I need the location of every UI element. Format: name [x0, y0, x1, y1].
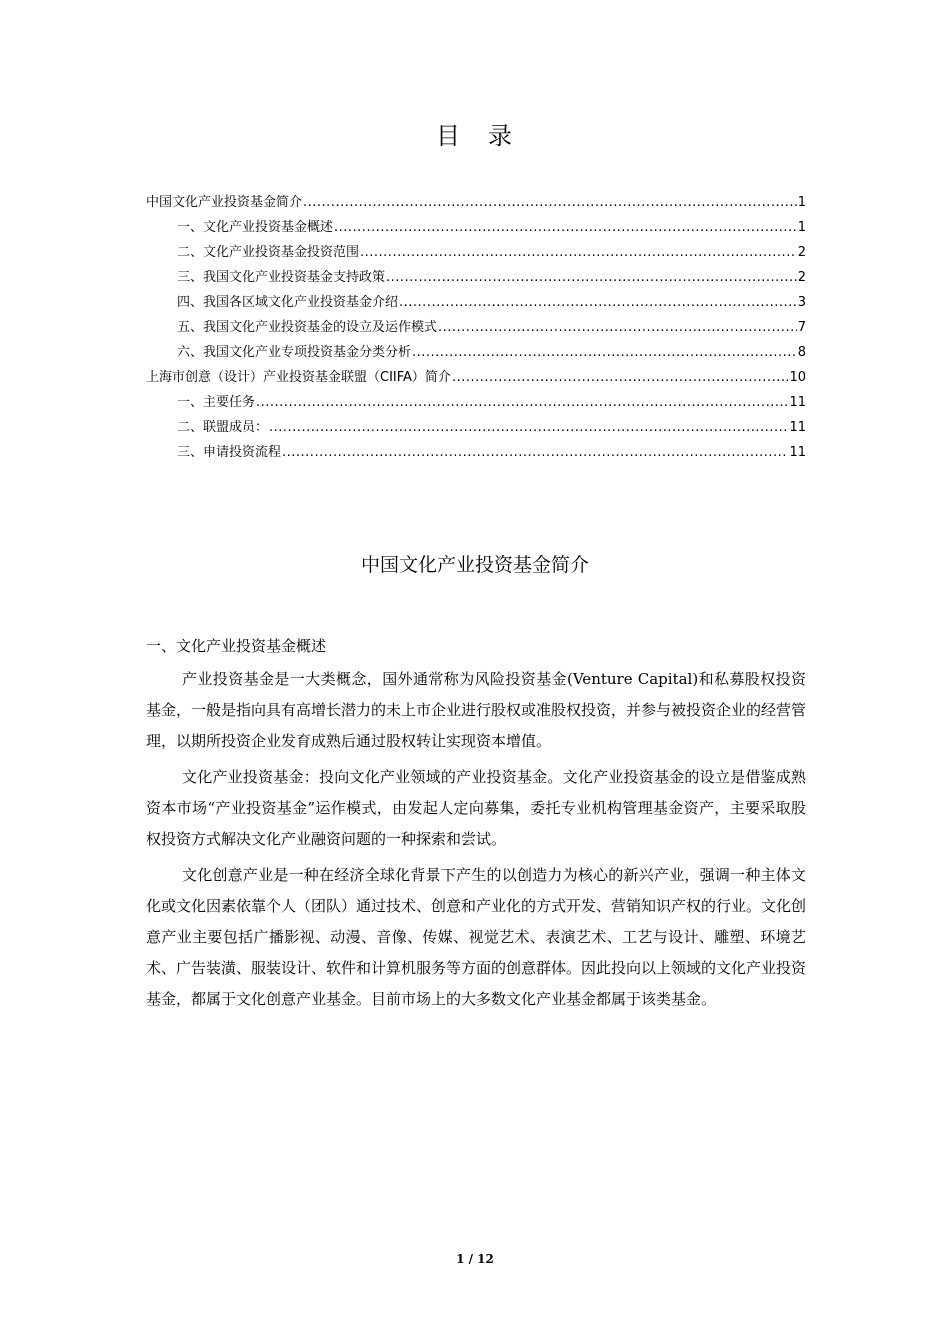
- toc-entry[interactable]: [146, 393, 806, 418]
- paragraph: 文化创意产业是一种在经济全球化背景下产生的以创造力为核心的新兴产业，强调一种主体文化或文化因素依靠个人（团队）通过技术、创意和产业化的方式开发、营销知识产权的行业。文化创意产业主要包括广播影视、动漫、音像、传媒、视觉艺术、表演艺术、工艺与设计、雕塑、环境艺术、广告装潢、服装设计、软件和计算机服务等方面的创意群体。因此投向以上领域的文化产业投资基金，都属于文化创意产业基金。目前市场上的大多数文化产业基金都属于该类基金。: [146, 866, 807, 1008]
- toc-entry[interactable]: [146, 193, 806, 218]
- toc-entry-label: 三、我国文化产业投资基金支持政策: [177, 270, 386, 285]
- toc-entry-page: 1: [797, 220, 806, 235]
- toc-leader: [256, 393, 788, 413]
- toc-entry[interactable]: [146, 368, 806, 393]
- toc-entry-page: 2: [797, 270, 806, 285]
- toc-entry[interactable]: [146, 443, 806, 468]
- toc-entry-label: 六、我国文化产业专项投资基金分类分析: [177, 345, 412, 360]
- toc-leader: [438, 318, 797, 338]
- toc-leader: [386, 268, 797, 288]
- toc-entry-label: 四、我国各区域文化产业投资基金介绍: [177, 295, 399, 310]
- toc-entry-page: 11: [789, 395, 806, 410]
- toc-entry[interactable]: [146, 343, 806, 368]
- toc-leader: [334, 218, 797, 238]
- toc-entry-page: 10: [789, 370, 806, 385]
- toc-entry-page: 11: [789, 445, 806, 460]
- toc-entry-page: 1: [797, 195, 806, 210]
- toc-entry-label: 一、主要任务: [177, 395, 256, 410]
- toc-entry[interactable]: [146, 418, 806, 443]
- paragraph: 文化产业投资基金：投向文化产业领域的产业投资基金。文化产业投资基金的设立是借鉴成熟资本市场“产业投资基金”运作模式，由发起人定向募集，委托专业机构管理基金资产，主要采取股权投资方式解决文化产业融资问题的一种探索和尝试。: [146, 768, 806, 848]
- toc-leader: [412, 343, 797, 363]
- toc-entry-page: 3: [797, 295, 806, 310]
- toc-entry-page: 8: [797, 345, 806, 360]
- toc-entry-label: 五、我国文化产业投资基金的设立及运作模式: [177, 320, 438, 335]
- toc-entry-label: 上海市创意（设计）产业投资基金联盟（CIIFA）简介: [146, 370, 451, 385]
- section-title: 中国文化产业投资基金简介: [360, 554, 589, 576]
- toc-title: 目 录: [436, 122, 514, 150]
- toc-leader: [399, 293, 797, 313]
- toc-entry-label: 中国文化产业投资基金简介: [146, 195, 303, 210]
- toc-entry-page: 7: [797, 320, 806, 335]
- toc-leader: [452, 368, 789, 388]
- toc-entry-page: 2: [797, 245, 806, 260]
- toc-entry-label: 三、申请投资流程: [177, 445, 282, 460]
- toc-entry-label: 一、文化产业投资基金概述: [177, 220, 334, 235]
- toc-entry[interactable]: [146, 318, 806, 343]
- paragraph: 产业投资基金是一大类概念，国外通常称为风险投资基金(Venture Capital)和私募股权投资基金，一般是指向具有高增长潜力的未上市企业进行股权或准股权投资，并参与被投资企业的经营管理，以期所投资企业发育成熟后通过股权转让实现资本增值。: [146, 670, 807, 750]
- toc-entry-label: 二、文化产业投资基金投资范围: [177, 245, 360, 260]
- toc-leader: [303, 193, 797, 213]
- page-number: 1 / 12: [456, 1252, 494, 1266]
- toc-entry[interactable]: [146, 243, 806, 268]
- toc-entry[interactable]: [146, 268, 806, 293]
- toc-entry[interactable]: [146, 218, 806, 243]
- section-heading: 一、文化产业投资基金概述: [146, 637, 327, 655]
- table-of-contents: [146, 193, 806, 468]
- toc-leader: [282, 443, 788, 463]
- toc-entry-page: 11: [789, 420, 806, 435]
- toc-leader: [360, 243, 797, 263]
- toc-leader: [269, 418, 788, 438]
- body-text: [146, 664, 806, 1020]
- toc-entry-label: 二、联盟成员：: [177, 420, 269, 435]
- toc-entry[interactable]: [146, 293, 806, 318]
